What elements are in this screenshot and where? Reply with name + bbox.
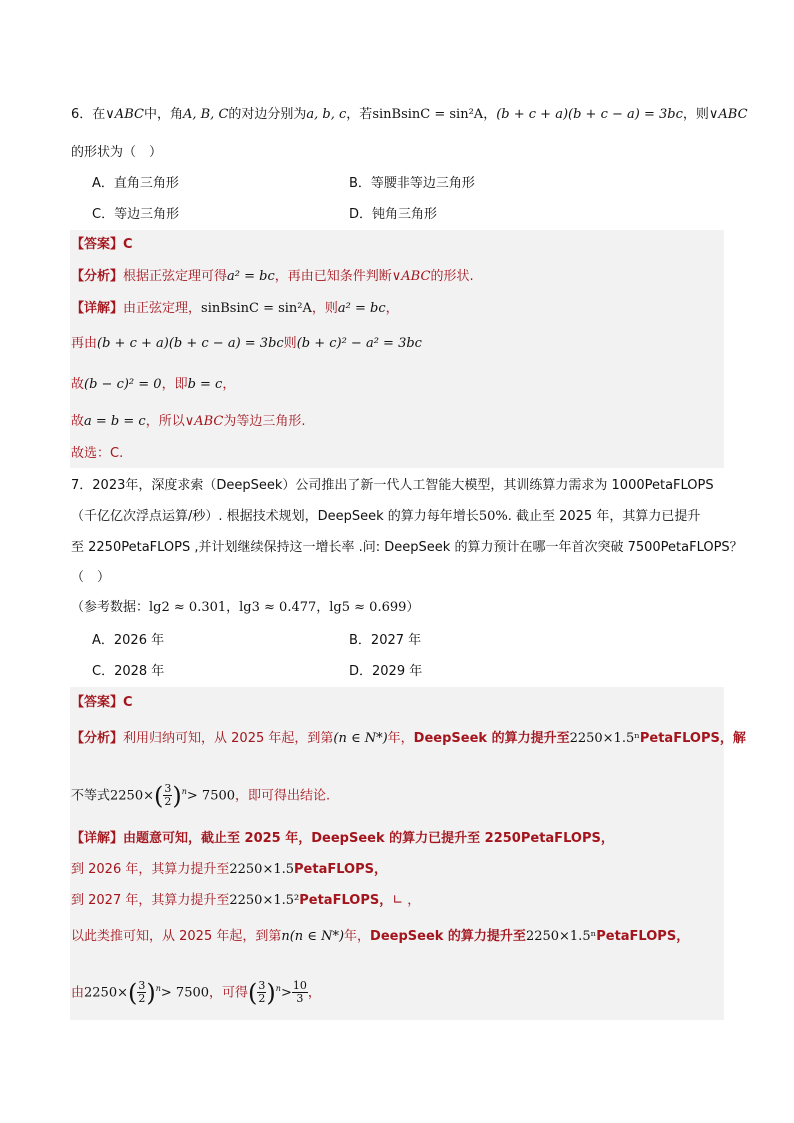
q6-option-c: C．等边三角形: [92, 207, 180, 222]
q7-option-d: D．2029 年: [349, 664, 423, 679]
q6-detail-line2: 再由(b + c + a)(b + c − a) = 3bc则(b + c)² − a² = 3bc: [71, 336, 422, 351]
fraction-3-over-2: $\frac{3}{2}$: [258, 979, 266, 1006]
q7-answer: 【答案】C: [71, 695, 133, 710]
fraction-10-over-3: $\frac{10}{3}$: [292, 979, 307, 1006]
q6-option-d: D．钝角三角形: [349, 207, 438, 222]
q6-stem-line2: 的形状为（ ）: [71, 145, 163, 160]
q6-analysis: 【分析】根据正弦定理可得a² = bc，再由已知条件判断∨ABC的形状.: [71, 269, 474, 284]
q7-analysis-line2: 不等式2250×( $\frac{3}{2}$ )$^n$> 7500，即可得出结论.: [71, 781, 331, 810]
q7-detail-line5: 由2250×( $\frac{3}{2}$ )$^n$> 7500，可得( $\frac{3}{2}$ )$^n$> $\frac{10}{3}$ ，: [71, 978, 321, 1007]
q7-stem-line3: 至 2250PetaFLOPS ,并计划继续保持这一增长率 .问: DeepSeek 的算力预计在哪一年首次突破 7500PetaFLOPS？: [71, 540, 743, 555]
q7-stem-line2: （千亿亿次浮点运算/秒）. 根据技术规划，DeepSeek 的算力每年增长50%. 截止至 2025 年，其算力已提升: [71, 509, 701, 524]
q6-detail-line4: 故a = b = c，所以∨ABC为等边三角形.: [71, 414, 306, 429]
q7-stem-line1: 7．2023年，深度求索（DeepSeek）公司推出了新一代人工智能大模型，其训练算力需求为 1000PetaFLOPS: [71, 478, 714, 493]
q6-option-b: B．等腰非等边三角形: [349, 176, 475, 191]
q7-option-c: C．2028 年: [92, 664, 165, 679]
q7-detail-line4: 以此类推可知，从 2025 年起，到第n(n ∈ N*)年，DeepSeek 的算力提升至2250×1.5ⁿPetaFLOPS，: [71, 929, 690, 944]
q6-detail-line1: 【详解】由正弦定理，sinBsinC = sin²A，则a² = bc，: [71, 301, 399, 316]
q7-reference: （参考数据：lg2 ≈ 0.301，lg3 ≈ 0.477，lg5 ≈ 0.699）: [71, 600, 420, 615]
q6-option-a: A．直角三角形: [92, 176, 179, 191]
q6-answer: 【答案】C: [71, 237, 133, 252]
q7-analysis-line1: 【分析】利用归纳可知，从 2025 年起，到第(n ∈ N*)年，DeepSeek 的算力提升至2250×1.5ⁿPetaFLOPS，解: [71, 731, 746, 746]
q7-detail-line3: 到 2027 年，其算力提升至2250×1.5²PetaFLOPS，∟ ，: [71, 893, 421, 908]
q6-choose: 故选：C.: [71, 446, 124, 461]
q7-option-b: B．2027 年: [349, 633, 422, 648]
q7-stem-line4: （ ）: [71, 570, 111, 585]
q7-detail-line1: 【详解】由题意可知，截止至 2025 年，DeepSeek 的算力已提升至 2250PetaFLOPS，: [71, 831, 614, 846]
q7-detail-line2: 到 2026 年，其算力提升至2250×1.5PetaFLOPS，: [71, 862, 387, 877]
q6-detail-line3: 故(b − c)² = 0，即b = c，: [71, 377, 236, 392]
fraction-3-over-2: $\frac{3}{2}$: [138, 979, 146, 1006]
q7-option-a: A．2026 年: [92, 633, 165, 648]
q6-stem-line1: 6．在∨ABC中，角A, B, C的对边分别为a, b, c，若sinBsinC = sin²A，(b + c + a)(b + c − a) = 3bc，则∨ABC: [71, 107, 748, 122]
fraction-3-over-2: $\frac{3}{2}$: [164, 782, 172, 809]
